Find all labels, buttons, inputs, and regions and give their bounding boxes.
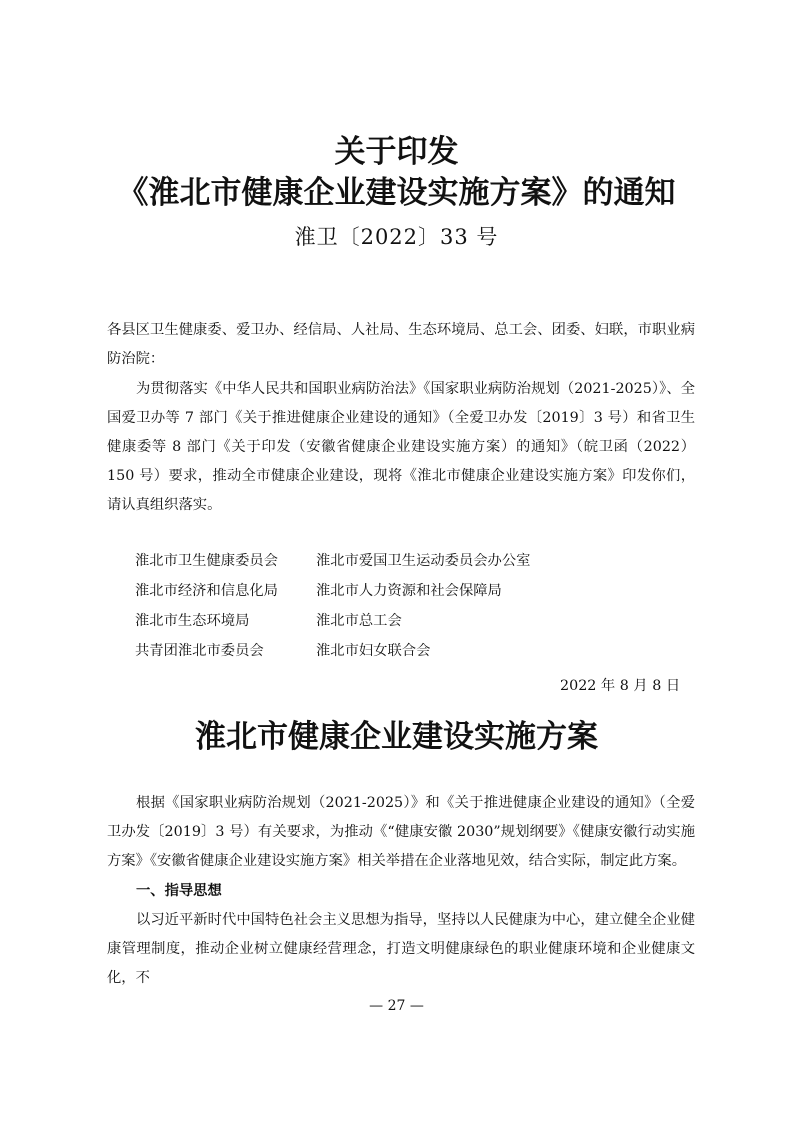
page-number: — 27 —	[369, 998, 424, 1014]
guiding-ideology-paragraph	[107, 906, 695, 993]
signer-row	[135, 636, 530, 666]
document-number: 淮卫〔2022〕33 号	[294, 225, 499, 249]
signer-row	[135, 546, 530, 576]
addressee-paragraph	[107, 316, 695, 374]
notice-title-line1: 关于印发	[334, 134, 459, 170]
intro-paragraph	[107, 375, 695, 520]
signer-left: 淮北市卫生健康委员会	[135, 553, 278, 569]
basis-paragraph	[107, 789, 695, 876]
signer-right: 淮北市妇女联合会	[316, 643, 431, 659]
signer-list	[135, 546, 530, 666]
addressee-text: 各县区卫生健康委、爱卫办、经信局、人社局、生态环境局、总工会、团委、妇联，市职业病防治院：	[107, 322, 695, 367]
basis-text: 根据《国家职业病防治规划（2021-2025）》和《关于推进健康企业建设的通知》（全爱卫办发〔2019〕3 号）有关要求，为推动《“健康安徽 2030”规划纲要》《健康安徽行动实施方案》《安徽省健康企业建设实施方案》相关举措在企业落地见效，结合实际，制定此方案。	[107, 795, 695, 869]
signer-right: 淮北市爱国卫生运动委员会办公室	[316, 553, 531, 569]
signer-left: 共青团淮北市委员会	[135, 643, 264, 659]
signer-row	[135, 576, 530, 606]
signer-row	[135, 606, 530, 636]
signer-left: 淮北市生态环境局	[135, 613, 250, 629]
intro-text: 为贯彻落实《中华人民共和国职业病防治法》《国家职业病防治规划（2021-2025）》、全国爱卫办等 7 部门《关于推进健康企业建设的通知》（全爱卫办发〔2019〕3 号）和省卫生健康委等 8 部门《关于印发（安徽省健康企业建设实施方案）的通知》（皖卫函（2022）150 号）要求，推动全市健康企业建设，现将《淮北市健康企业建设实施方案》印发你们，请认真组织落实。	[107, 381, 695, 513]
signer-left: 淮北市经济和信息化局	[135, 583, 278, 599]
issue-date: 2022 年 8 月 8 日	[560, 678, 681, 694]
section-heading: 一、指导思想	[136, 883, 222, 899]
signer-right: 淮北市总工会	[316, 613, 402, 629]
notice-title-line2: 《淮北市健康企业建设实施方案》的通知	[117, 175, 676, 211]
guiding-ideology-text: 以习近平新时代中国特色社会主义思想为指导，坚持以人民健康为中心，建立健全企业健康管理制度，推动企业树立健康经营理念，打造文明健康绿色的职业健康环境和企业健康文化，不	[107, 912, 695, 986]
plan-title: 淮北市健康企业建设实施方案	[195, 719, 598, 755]
signer-right: 淮北市人力资源和社会保障局	[316, 583, 502, 599]
